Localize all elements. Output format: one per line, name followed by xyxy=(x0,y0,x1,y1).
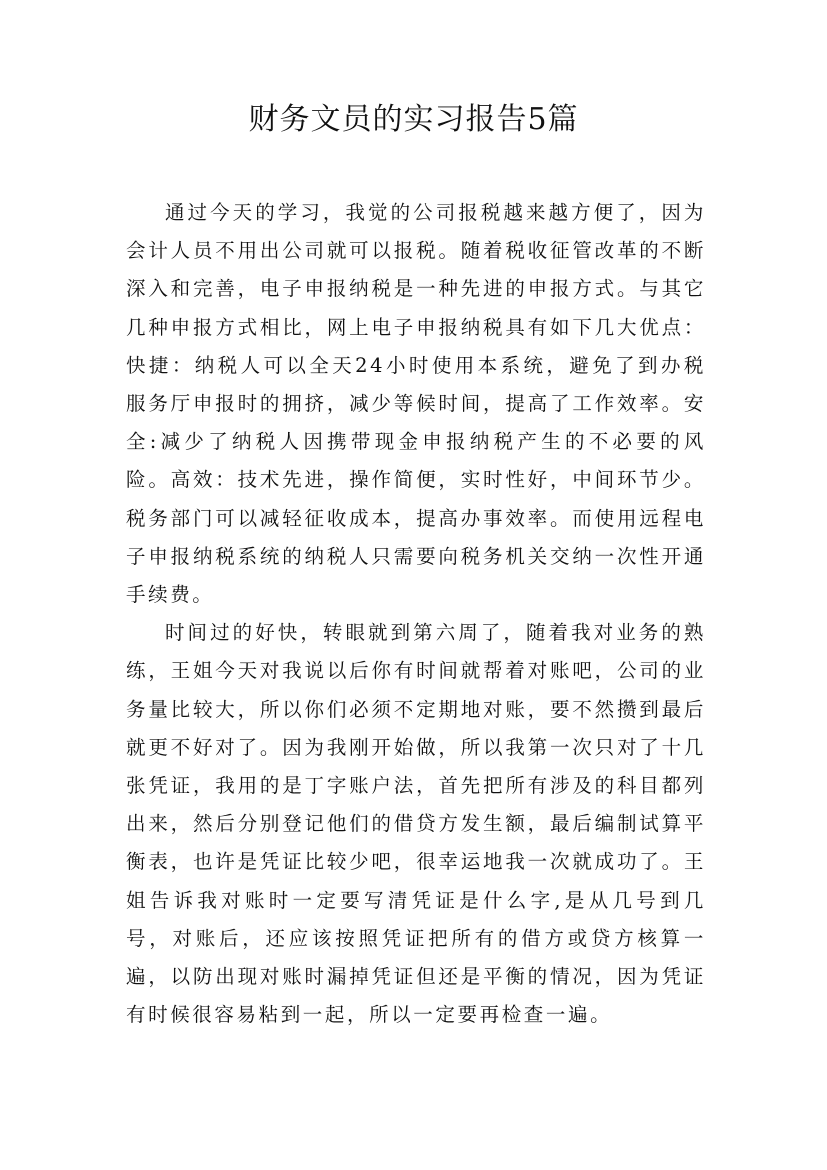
document-title: 财务文员的实习报告5篇 xyxy=(248,102,579,137)
document-body xyxy=(126,194,706,1034)
paragraph-2: 时间过的好快，转眼就到第六周了，随着我对业务的熟练，王姐今天对我说以后你有时间就帮着对账吧，公司的业务量比较大，所以你们必须不定期地对账，要不然攒到最后就更不好对了。因为我刚开始做，所以我第一次只对了十几张凭证，我用的是丁字账户法，首先把所有涉及的科目都列出来，然后分别登记他们的借贷方发生额，最后编制试算平衡表，也许是凭证比较少吧，很幸运地我一次就成功了。王姐告诉我对账时一定要写清凭证是什么字,是从几号到几号，对账后，还应该按照凭证把所有的借方或贷方核算一遍，以防出现对账时漏掉凭证但还是平衡的情况，因为凭证有时候很容易粘到一起，所以一定要再检查一遍。 xyxy=(126,621,706,1027)
paragraph-1: 通过今天的学习，我觉的公司报税越来越方便了，因为会计人员不用出公司就可以报税。随着税收征管改革的不断深入和完善，电子申报纳税是一种先进的申报方式。与其它几种申报方式相比，网上电子申报纳税具有如下几大优点：快捷：纳税人可以全天24小时使用本系统，避免了到办税服务厅申报时的拥挤，减少等候时间，提高了工作效率。安全:减少了纳税人因携带现金申报纳税产生的不必要的风险。高效：技术先进，操作简便，实时性好，中间环节少。税务部门可以减轻征收成本，提高办事效率。而使用远程电子申报纳税系统的纳税人只需要向税务机关交纳一次性开通手续费。 xyxy=(126,201,706,607)
